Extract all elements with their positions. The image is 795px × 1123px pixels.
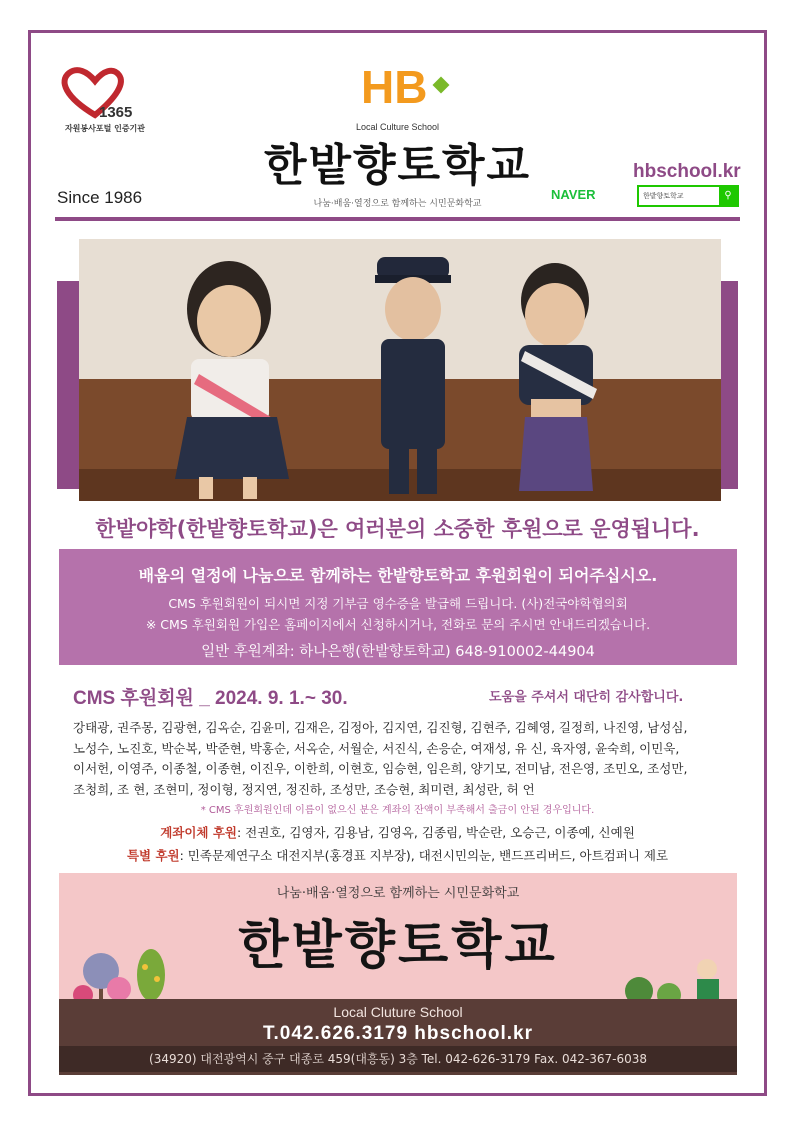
dolls-photo — [79, 239, 721, 501]
special-label: 특별 후원 — [126, 848, 180, 863]
promo-line-3: ※ CMS 후원회원 가입은 홈페이지에서 신청하시거나, 전화로 문의 주시면 안내드리겠습니다. — [145, 617, 651, 632]
donor-names-line: 노성수, 노진호, 박순복, 박준현, 박홍순, 서옥순, 서월순, 서진식, 손응순, 여재성, 유 신, 육자영, 윤숙희, 이민욱, — [73, 740, 680, 756]
banner-contact: T.042.626.3179 hbschool.kr — [263, 1023, 533, 1044]
headline: 한밭야학(한밭향토학교)은 여러분의 소중한 후원으로 운영됩니다. — [95, 517, 700, 541]
naver-brand: NAVER — [551, 187, 596, 202]
banner-subtitle: Local Cluture School — [333, 1004, 463, 1020]
banner-slogan: 나눔·배움·열정으로 함께하는 시민문화학교 — [276, 886, 520, 901]
promo-line-1: 배움의 열정에 나눔으로 함께하는 한밭향토학교 후원회원이 되어주십시오. — [138, 566, 658, 585]
footer-address: (34920) 대전광역시 중구 대종로 459(대흥동) 3층 Tel. 042-626-3179 Fax. 042-367-6038 — [59, 1046, 737, 1072]
photo-accent-right — [720, 281, 738, 489]
cms-note: * CMS 후원회원인데 이름이 없으신 분은 계좌의 잔액이 부족해서 출금이 안된 경우입니다. — [200, 805, 595, 816]
search-icon[interactable]: ⚲ — [719, 187, 737, 205]
naver-search-query: 한밭향토학교 — [643, 192, 684, 200]
donor-names-line: 강태광, 권주몽, 김광현, 김옥순, 김윤미, 김재은, 김정아, 김지연, 김진형, 김현주, 김혜영, 길정희, 나진영, 남성심, — [73, 720, 688, 735]
promo-line-2: CMS 후원회원이 되시면 지정 기부금 영수증을 발급해 드립니다. (사)전국야학협의회 — [168, 596, 628, 611]
school-title: 한밭향토학교 — [263, 140, 532, 191]
hb-sub-label: Local Culture School — [355, 122, 440, 132]
account-names: : 전권호, 김영자, 김용남, 김영옥, 김종림, 박순란, 오승근, 이종예, 신예원 — [237, 825, 635, 840]
badge-number: 1365 — [99, 104, 133, 121]
heart-logo-icon — [55, 63, 155, 123]
special-donors — [31, 846, 764, 864]
donor-names — [73, 718, 733, 800]
thanks-text: 도움을 주셔서 대단히 감사합니다. — [489, 690, 684, 705]
footer-banner — [59, 873, 737, 1075]
account-donors — [31, 823, 764, 841]
naver-search[interactable] — [551, 185, 741, 207]
since-label: Since 1986 — [57, 188, 143, 207]
badge-caption: 자원봉사포털 인증기관 — [64, 124, 146, 133]
header-divider — [55, 217, 740, 221]
promo-box — [59, 549, 737, 665]
special-names: : 민족문제연구소 대전지부(홍경표 지부장), 대전시민의눈, 밴드프리버드, 아트컴퍼니 제로 — [179, 848, 669, 863]
hb-logo-letters: HB — [361, 61, 428, 109]
cms-title: CMS 후원회원 _ 2024. 9. 1.~ 30. — [73, 688, 348, 709]
banner-school-name: 한밭향토학교 — [238, 916, 558, 976]
promo-account: 일반 후원계좌: 하나은행(한밭향토학교) 648-910002-44904 — [201, 644, 595, 660]
donor-names-line: 조청희, 조 현, 조현미, 정이형, 정지연, 정진하, 조성만, 조승현, 최미련, 최성란, 허 언 — [73, 781, 535, 797]
site-url[interactable]: hbschool.kr — [633, 161, 741, 182]
doll-boy-sash — [519, 263, 597, 491]
donor-names-line: 이서헌, 이영주, 이종철, 이종현, 이진우, 이한희, 이현호, 임승현, 임은희, 양기모, 전미남, 전은영, 조민오, 조성만, — [73, 761, 688, 776]
school-slogan: 나눔·배움·열정으로 함께하는 시민문화학교 — [313, 199, 482, 209]
hb-logo-icon — [353, 59, 463, 109]
page-frame — [28, 30, 767, 1096]
naver-search-input[interactable] — [637, 185, 739, 207]
account-label: 계좌이체 후원 — [160, 825, 237, 840]
